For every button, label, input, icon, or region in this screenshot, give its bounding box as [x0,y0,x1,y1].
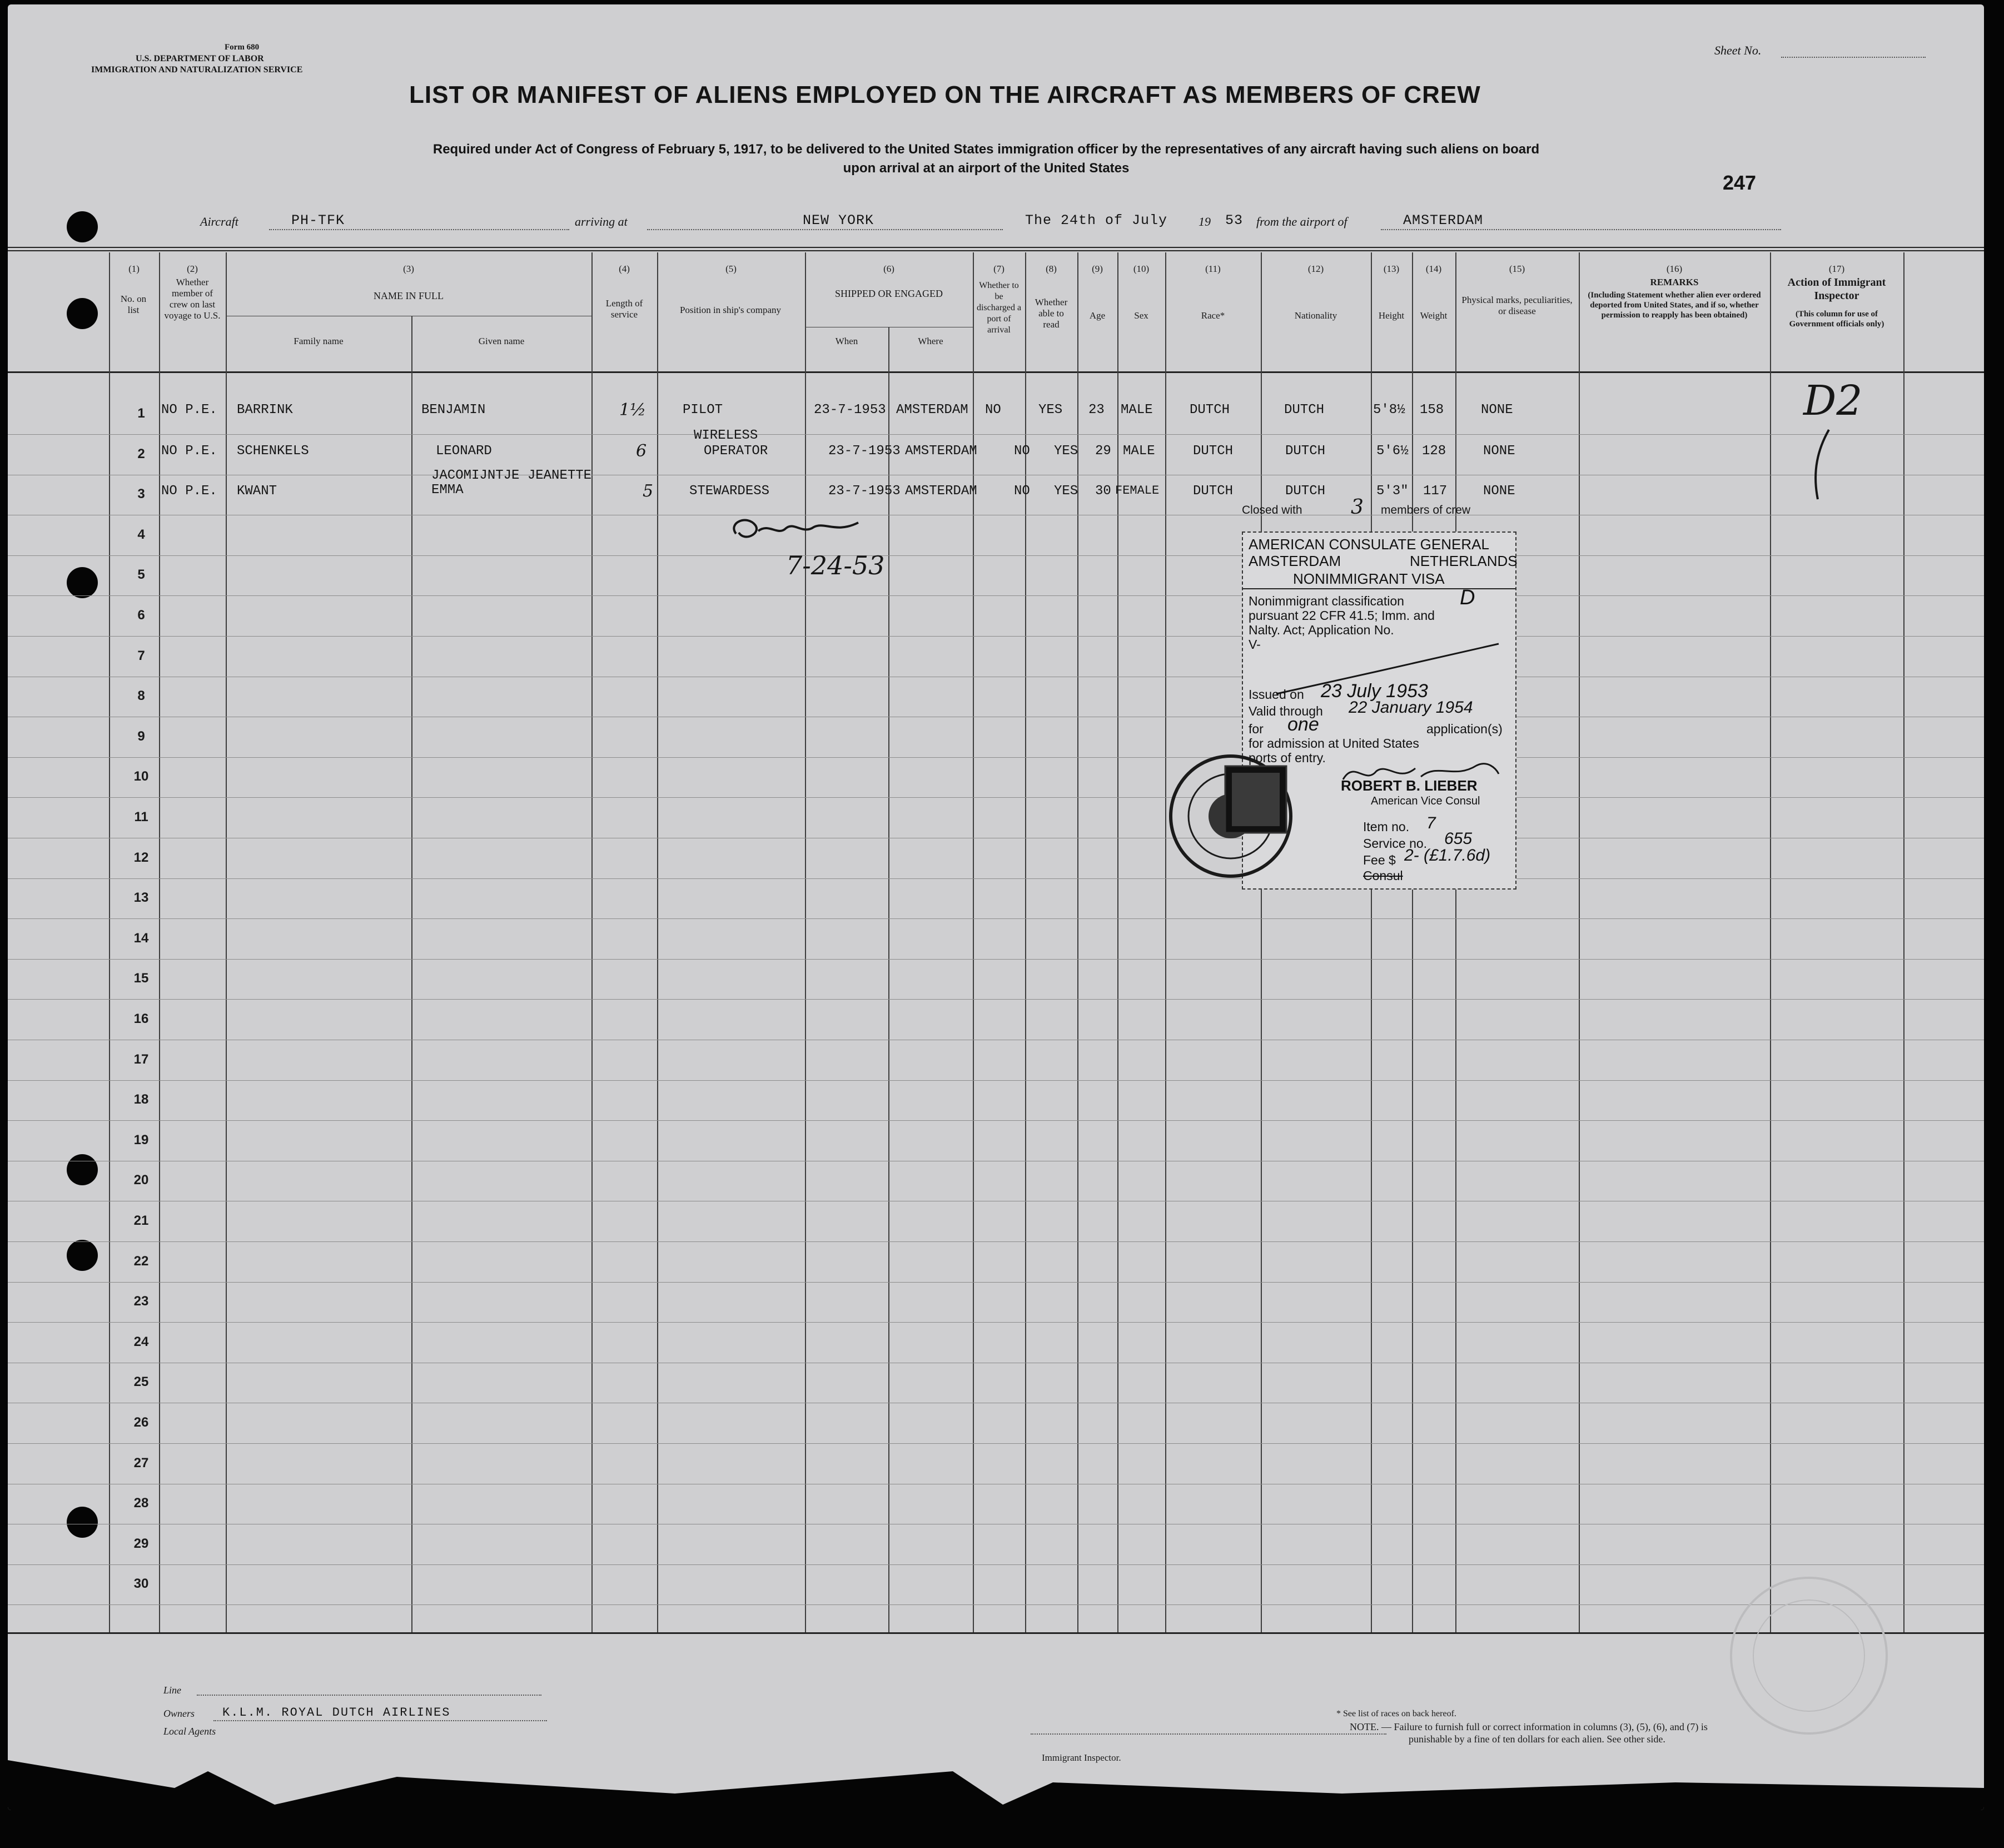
row-number: 10 [133,769,149,784]
family-name-cell: SCHENKELS [237,444,309,459]
height-cell: 5'8½ [1373,403,1405,418]
stamp-item-label: Item no. [1363,819,1410,834]
row-number: 8 [137,688,145,703]
closed-with-count: 3 [1351,496,1364,519]
stamp-for-label: for [1249,722,1264,736]
row-number: 6 [137,608,145,623]
last-voyage-cell: NO P.E. [161,444,217,459]
department-line: U.S. DEPARTMENT OF LABOR [136,54,264,63]
col-16-number: (16) [1666,264,1683,274]
family-name-header: Family name [294,336,344,346]
col-9-header: Age [1089,310,1106,321]
stamp-v-prefix: V- [1249,637,1261,652]
column-rule [1770,252,1771,1632]
subtitle-line-2: upon arrival at an airport of the United States [843,161,1130,176]
row-rule [8,1564,1984,1565]
row-rule [8,1080,1984,1081]
row-number: 21 [133,1213,149,1228]
consul-title: American Vice Consul [1371,795,1480,807]
stamp-class-label: Nonimmigrant classification [1249,594,1404,608]
col-6-header: SHIPPED OR ENGAGED [834,288,943,299]
stamp-class-value: D [1460,586,1475,609]
sex-cell: MALE [1121,403,1153,418]
col-10-number: (10) [1133,264,1150,274]
col-5-header: Position in ship's company [679,305,782,315]
consulate-seal-icon [1164,744,1325,894]
age-cell: 30 [1095,484,1111,499]
row-rule [8,1604,1984,1605]
col-7-number: (7) [993,264,1005,274]
position-cell: WIRELESS [694,428,758,443]
col-12-header: Nationality [1294,310,1337,321]
col-2-number: (2) [187,264,198,274]
races-note: * See list of races on back hereof. [1336,1709,1456,1718]
punch-hole [67,1154,98,1185]
col-4-number: (4) [619,264,630,274]
row-number: 2 [137,446,145,461]
column-rule [1117,252,1118,1632]
column-rule [591,252,593,1632]
inspector-stroke [1807,427,1840,505]
where-cell: AMSTERDAM [905,444,977,459]
stamp-for-value: one [1287,714,1319,735]
age-cell: 29 [1095,444,1111,459]
col-8-number: (8) [1046,264,1057,274]
service-cell: 1½ [619,400,647,420]
row-rule [8,1241,1984,1242]
col-3-header: NAME IN FULL [374,290,444,301]
row-number: 1 [137,406,145,421]
col-5-number: (5) [725,264,737,274]
marks-cell: NONE [1483,444,1515,459]
col-13-number: (13) [1383,264,1400,274]
col-16-subheader: (Including Statement whether alien ever ordered deported from United States, and if so, whether permission to reapply has been obtained) [1588,291,1761,320]
manifest-sheet [8,4,1984,1810]
row-number: 15 [133,971,149,986]
col-4-header: Length of service [605,298,643,320]
sheet-number-label: Sheet No. [1714,43,1762,57]
row-rule [8,555,1984,556]
col-11-header: Race* [1201,310,1225,321]
row-number: 28 [133,1496,149,1511]
row-number: 24 [133,1334,149,1349]
column-rule [1412,252,1413,1632]
sheet-number-field [1781,57,1926,58]
column-rule [226,252,227,1632]
row-number: 4 [137,527,145,542]
stamp-law-2: Nalty. Act; Application No. [1249,623,1394,637]
col-6-number: (6) [883,264,894,274]
discharged-cell: NO [985,403,1001,418]
row-number: 14 [133,931,149,946]
row-rule [8,1322,1984,1323]
stamp-line-3: NONIMMIGRANT VISA [1293,570,1445,587]
position-cell: PILOT [683,403,723,418]
discharged-cell: NO [1014,444,1030,459]
marks-cell: NONE [1483,484,1515,499]
closed-with-suffix: members of crew [1381,504,1471,516]
stamp-line-2b: NETHERLANDS [1410,553,1518,569]
weight-cell: 117 [1423,484,1448,499]
row-number: 26 [133,1415,149,1430]
when-cell: 23-7-1953 [828,484,901,499]
stamp-consul-struck: Consul [1363,868,1403,883]
nationality-cell: DUTCH [1285,484,1326,499]
subtitle-line-1: Required under Act of Congress of February 5, 1917, to be delivered to the United States immigration officer by the representatives of any aircraft having such aliens on board [432,142,1540,157]
row-number: 11 [134,809,148,824]
punch-hole [67,567,98,598]
discharged-cell: NO [1014,484,1030,499]
stamp-fee-value: 2- (£1.7.6d) [1404,846,1491,865]
column-rule [1165,252,1166,1632]
local-agents-label: Local Agents [163,1726,216,1737]
row-number: 18 [133,1092,149,1107]
sex-cell: FEMALE [1115,484,1160,498]
col-15-number: (15) [1509,264,1525,274]
punch-hole [67,1507,98,1538]
stamp-item-value: 7 [1426,814,1436,832]
col-1-number: (1) [128,264,140,274]
row-number: 25 [133,1374,149,1389]
column-rule [888,327,889,1632]
col-11-number: (11) [1205,264,1221,274]
table-bottom-rule [8,1632,1984,1634]
family-name-cell: KWANT [237,484,277,499]
row-rule [8,797,1984,798]
when-cell: 23-7-1953 [814,403,886,418]
column-rule [109,252,110,1632]
row-number: 22 [133,1254,149,1269]
col-12-number: (12) [1307,264,1324,274]
row-number: 16 [133,1011,149,1026]
stamp-admission-2: ports of entry. [1249,751,1326,765]
col-17-number: (17) [1828,264,1845,274]
col-14-number: (14) [1425,264,1442,274]
aircraft-field [269,229,569,230]
header-bottom-rule [8,371,1984,373]
read-cell: YES [1054,484,1078,499]
form-number: Form 680 [225,43,260,52]
stamp-application-label: application(s) [1426,722,1503,736]
sex-cell: MALE [1123,444,1155,459]
col-1-header: No. on list [120,294,147,315]
row-number: 17 [133,1052,149,1067]
stamp-law-1: pursuant 22 CFR 41.5; Imm. and [1249,608,1435,623]
stamp-line-1: AMERICAN CONSULATE GENERAL [1249,536,1489,553]
row-number: 12 [133,850,149,865]
col-9-number: (9) [1092,264,1103,274]
nationality-cell: DUTCH [1285,444,1326,459]
height-cell: 5'6½ [1376,444,1409,459]
column-rule [1077,252,1078,1632]
stamp-valid-label: Valid through [1249,704,1323,718]
consul-name: ROBERT B. LIEBER [1341,777,1478,794]
when-cell: 23-7-1953 [828,444,901,459]
column-rule [657,252,658,1632]
race-cell: DUTCH [1193,444,1234,459]
line-label: Line [163,1685,182,1696]
stamp-admission-1: for admission at United States [1249,736,1419,751]
owners-field [213,1720,547,1721]
row-rule [8,1443,1984,1444]
row-number: 27 [133,1455,149,1471]
stamp-valid-value: 22 January 1954 [1349,698,1473,717]
stamp-issued-value: 23 July 1953 [1321,680,1428,702]
row-number: 3 [137,486,145,501]
row-number: 13 [133,890,149,905]
closed-with-label: Closed with [1242,504,1302,516]
column-rule [805,252,806,1632]
col-15-header: Physical marks, peculiarities, or disease [1461,295,1573,316]
arriving-field [647,229,1003,230]
inspector-signature [725,511,869,550]
from-value: AMSTERDAM [1403,212,1484,228]
col-17-subheader: (This column for use of Government officials only) [1789,310,1884,329]
row-number: 20 [133,1173,149,1188]
torn-edge [8,1755,1984,1810]
row-rule [8,878,1984,879]
family-name-cell: BARRINK [237,403,293,418]
weight-cell: 158 [1420,403,1444,418]
row-rule [8,636,1984,637]
last-voyage-cell: NO P.E. [161,403,217,418]
given-name-cell-line-2: EMMA [431,483,464,498]
given-name-cell: LEONARD [436,444,492,459]
year-prefix: 19 [1199,215,1211,228]
inspector-mark: D2 [1803,377,1863,425]
given-name-cell: BENJAMIN [421,403,486,418]
row-rule [8,1120,1984,1121]
page-number: 247 [1723,171,1757,194]
table-top-rule-2 [8,250,1984,251]
from-field [1381,229,1781,230]
weight-cell: 128 [1422,444,1446,459]
row-rule [8,595,1984,596]
arrival-date: The 24th of July [1025,212,1168,228]
owners-label: Owners [163,1708,195,1719]
row-rule [8,1282,1984,1283]
punch-hole [67,298,98,329]
stamp-line-2a: AMSTERDAM [1249,553,1341,569]
owners-value: K.L.M. ROYAL DUTCH AIRLINES [222,1706,451,1720]
row-number: 30 [133,1576,149,1591]
race-cell: DUTCH [1193,484,1234,499]
col-8-header: Whether able to read [1035,297,1068,330]
inspector-initials-date: 7-24-53 [786,550,885,580]
arriving-label: arriving at [575,215,628,228]
row-number: 23 [133,1294,149,1309]
col-10-header: Sex [1134,310,1148,321]
given-name-header: Given name [478,336,525,346]
nationality-cell: DUTCH [1284,403,1325,418]
given-name-cell: JACOMIJNTJE JEANETTE [431,468,592,483]
service-cell: 6 [636,441,647,461]
row-rule [8,434,1984,435]
column-rule [411,316,412,1632]
col-7-header: Whether to be discharged a port of arrival [976,281,1022,335]
col-16-header: REMARKS [1650,277,1699,287]
last-voyage-cell: NO P.E. [161,484,217,499]
where-header: Where [918,336,943,346]
row-number: 5 [137,567,145,582]
arriving-value: NEW YORK [803,212,874,228]
service-cell: 5 [643,481,654,501]
faint-seal-icon [1725,1572,1892,1739]
column-rule [1261,252,1262,1632]
column-rule [1371,252,1372,1632]
column-rule [1579,252,1580,1632]
where-cell: AMSTERDAM [896,403,968,418]
inspector-signature-field [1031,1733,1386,1735]
height-cell: 5'3" [1376,484,1409,499]
punch-hole [67,1240,98,1271]
column-rule [1455,252,1456,1632]
row-rule [8,999,1984,1000]
aircraft-label: Aircraft [200,215,238,228]
col-13-header: Height [1378,310,1405,321]
year-value: 53 [1225,212,1244,228]
read-cell: YES [1038,403,1063,418]
stamp-service-label: Service no. [1363,836,1428,851]
position-cell: STEWARDESS [689,484,770,499]
column-rule [973,252,974,1632]
fine-note: NOTE. — Failure to furnish full or correct information in columns (3), (5), (6), and (7) is [1350,1721,1708,1732]
row-rule [8,757,1984,758]
when-header: When [835,336,858,346]
fine-note-line-2: punishable by a fine of ten dollars for each alien. See other side. [1409,1733,1665,1745]
row-number: 19 [133,1132,149,1147]
from-label: from the airport of [1256,215,1347,228]
marks-cell: NONE [1481,403,1513,418]
race-cell: DUTCH [1190,403,1230,418]
row-number: 9 [137,729,145,744]
position-cell-line-2: OPERATOR [704,444,768,459]
col-17-header: Action of Immigrant Inspector [1787,276,1886,302]
column-rule [1903,252,1904,1632]
service-line: IMMIGRATION AND NATURALIZATION SERVICE [91,65,303,74]
column-rule [1025,252,1026,1632]
aircraft-value: PH-TFK [291,212,345,228]
immigrant-inspector-label: Immigrant Inspector. [1042,1752,1121,1763]
stamp-fee-label: Fee $ [1363,853,1396,867]
age-cell: 23 [1088,403,1105,418]
row-number: 29 [133,1536,149,1551]
line-field [197,1695,541,1696]
stamp-service-value: 655 [1444,829,1473,848]
stamp-issued-label: Issued on [1249,687,1304,702]
col-14-header: Weight [1420,310,1448,321]
page-title: LIST OR MANIFEST OF ALIENS EMPLOYED ON THE AIRCRAFT AS MEMBERS OF CREW [409,81,1481,108]
row-rule [8,959,1984,960]
col-3-number: (3) [403,264,414,274]
table-top-rule [8,247,1984,248]
row-rule [8,918,1984,919]
row-number: 7 [137,648,145,663]
col-2-header: Whether member of crew on last voyage to U.S. [164,277,221,321]
where-cell: AMSTERDAM [905,484,977,499]
punch-hole [67,211,98,242]
read-cell: YES [1054,444,1078,459]
